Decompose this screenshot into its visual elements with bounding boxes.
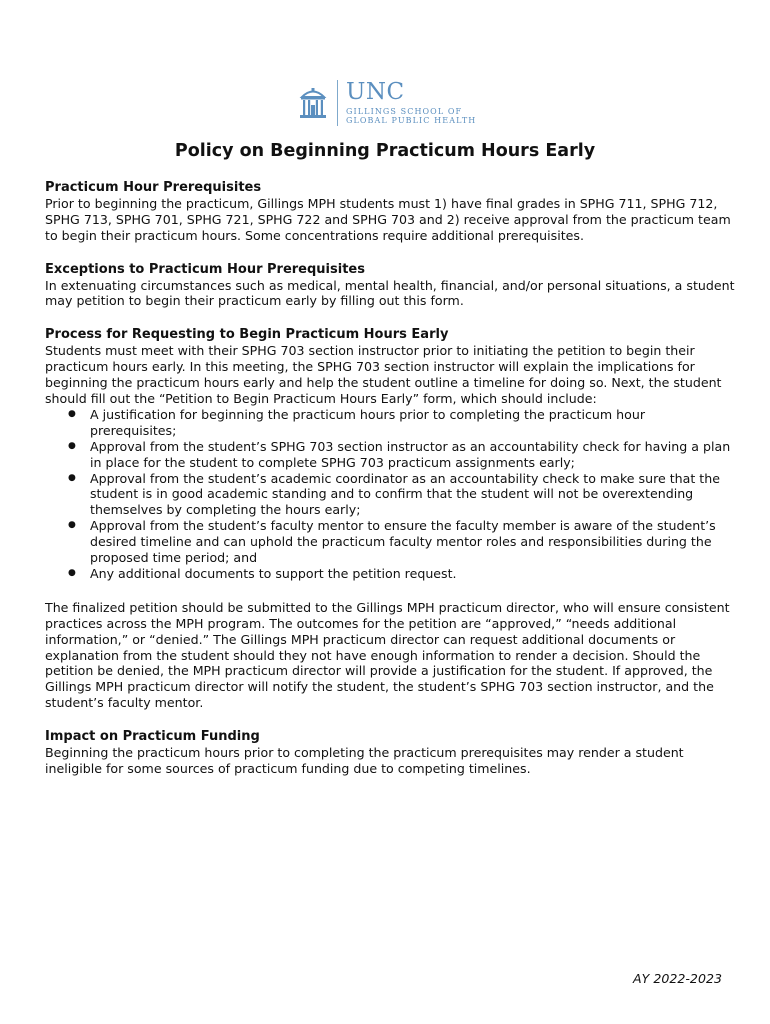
requirements-list: [45, 407, 735, 582]
document-body: [45, 180, 735, 795]
section-funding: [45, 729, 735, 777]
list-item: ● Any additional documents to support the petition request.: [90, 566, 735, 582]
logo-line-2: GLOBAL PUBLIC HEALTH: [346, 116, 477, 125]
old-well-icon: [299, 86, 327, 120]
academic-year-footer: AY 2022-2023: [633, 971, 722, 986]
section-heading: Exceptions to Practicum Hour Prerequisites: [45, 261, 365, 277]
list-item: ● A justification for beginning the practicum hours prior to completing the practicum hour prerequisites;: [90, 407, 735, 439]
logo-divider: [337, 80, 338, 126]
page-title: Policy on Beginning Practicum Hours Early: [174, 141, 596, 161]
section-heading: Impact on Practicum Funding: [45, 729, 260, 745]
logo-unc: UNC: [346, 79, 405, 105]
unc-gillings-logo: [299, 80, 476, 126]
section-body: In extenuating circumstances such as medical, mental health, financial, and/or personal situations, a student may petition to begin their practicum early by filling out this form.: [45, 277, 735, 309]
section-heading: Practicum Hour Prerequisites: [45, 180, 262, 195]
section-body: Prior to beginning the practicum, Gillings MPH students must 1) have final grades in SPHG 711, SPHG 712, SPHG 713, SPHG 701, SPHG 721, SPHG 722 and SPHG 703 and 2) receive approval from the practicum team to begin their practicum hours. Some concentrations require additional prerequisites.: [45, 195, 731, 243]
list-item: ● Approval from the student’s academic coordinator as an accountability check to make sure that the student is in good academic standing and to confirm that the student will not be overextending themselves by completing the hours early;: [90, 471, 735, 519]
list-item: ● Approval from the student’s faculty mentor to ensure the faculty member is aware of the student’s desired timeline and can uphold the practicum faculty mentor roles and responsibilities during the proposed time period; and: [90, 518, 735, 566]
section-prerequisites: [45, 180, 735, 244]
logo-line-1: GILLINGS SCHOOL OF: [346, 107, 463, 116]
logo-text: [346, 81, 476, 125]
section-body: Beginning the practicum hours prior to completing the practicum prerequisites may render a student ineligible for some sources of practicum funding due to competing timelines.: [45, 745, 684, 776]
section-body: Students must meet with their SPHG 703 section instructor prior to initiating the petition to begin their practicum hours early. In this meeting, the SPHG 703 section instructor will explain the implications for beginning the practicum hours early and help the student outline a timeline for doing so. Next, the student should fill out the “Petition to Begin Practicum Hours Early” form, which should include:: [45, 343, 722, 406]
section-process: [45, 327, 735, 711]
section-exceptions: [45, 262, 735, 310]
section-closing: The finalized petition should be submitted to the Gillings MPH practicum director, who will ensure consistent practices across the MPH program. The outcomes for the petition are “approved,” “needs additional information,” or “denied.” The Gillings MPH practicum director can request additional documents or explanation from the student should they not have enough information to render a decision. Should the petition be denied, the MPH practicum director will provide a justification for the student. If approved, the Gillings MPH practicum director will notify the student, the student’s SPHG 703 section instructor, and the student’s faculty mentor.: [45, 599, 730, 711]
section-heading: Process for Requesting to Begin Practicum Hours Early: [45, 327, 449, 343]
list-item: ● Approval from the student’s SPHG 703 section instructor as an accountability check for having a plan in place for the student to complete SPHG 703 practicum assignments early;: [90, 439, 735, 471]
